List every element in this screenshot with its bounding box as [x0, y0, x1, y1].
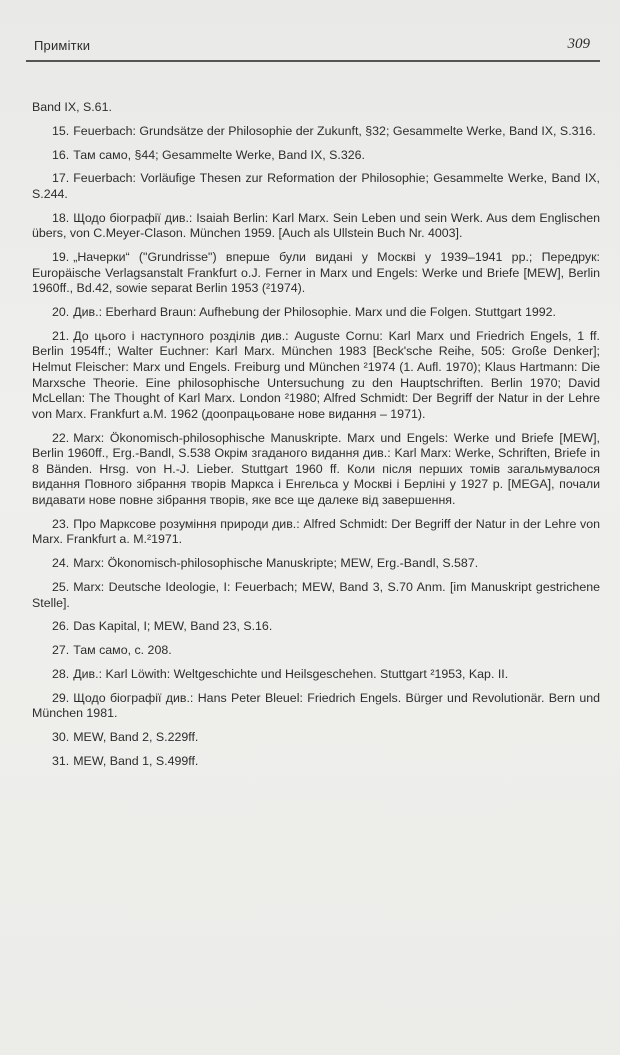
note-text: До цього і наступного розділів див.: Auguste Cornu: Karl Marx und Friedrich Engels, 1 ff. Berlin 1954ff.; Walter Euchner: Karl Marx. München 1983 [Beck'sche Reihe, 505: Große Denker]; Helmut Fleischer: Marx und Engels. Freiburg und München ²1974 (1. Aufl. 1970); Klaus Hartmann: Die Marxsche Theorie. Eine philosophische Untersuchung zu den Hauptschriften. Berlin 1970; David McLellan: The Thought of Karl Marx. London ²1980; Alfred Schmidt: Der Begriff der Natur in der Lehre von Marx. Frankfurt a.M. 1962 (доопрацьоване нове видання – 1971).: [32, 328, 600, 421]
note-number: 16.: [52, 147, 70, 162]
endnote: [32, 211, 600, 242]
note-number: 31.: [52, 753, 70, 768]
note-text: MEW, Band 2, S.229ff.: [73, 730, 199, 744]
endnote: [32, 250, 600, 297]
note-text: Див.: Eberhard Braun: Aufhebung der Philosophie. Marx und die Folgen. Stuttgart 1992.: [73, 305, 556, 320]
note-text: Das Kapital, I; MEW, Band 23, S.16.: [73, 619, 273, 634]
endnotes-list: [32, 100, 600, 778]
running-header: [26, 32, 600, 62]
note-text: Про Марксове розуміння природи див.: Alfred Schmidt: Der Begriff der Natur in der Lehre von Marx. Frankfurt a. M.²1971.: [32, 516, 600, 547]
note-number: 18.: [52, 210, 70, 225]
note-number: 17.: [52, 171, 70, 186]
note-text: Див.: Karl Löwith: Weltgeschichte und Heilsgeschehen. Stuttgart ²1953, Kap. II.: [73, 666, 509, 681]
endnote: [32, 556, 600, 572]
note-text: Marx: Ökonomisch-philosophische Manuskripte. Marx und Engels: Werke und Briefe [MEW], Berlin 1960ff., Erg.-Bandl, S.538 Окрім згаданого видання див.: Karl Marx: Werke, Schriften, Briefe in 8 Bänden. Hrsg. von H.-J. Lieber. Stuttgart 1960 ff. Коли після перших томів загальмувалося видання Повного зібрання творів Маркса і Енгельса у Москві і Берліні у 1927 р. [MEGA], почали видавати нове повне зібрання творів, яке все ще далеке від завершення.: [32, 430, 600, 507]
endnote: [32, 305, 600, 321]
note-number: 29.: [52, 690, 70, 705]
note-text: MEW, Band 1, S.499ff.: [73, 753, 199, 768]
note-number: 20.: [52, 305, 70, 320]
endnote: [32, 643, 600, 659]
endnote: [32, 730, 600, 746]
endnote: [32, 431, 600, 509]
note-text: „Начерки“ ("Grundrisse") вперше були видані у Москві у 1939–1941 рр.; Передрук: Europäische Verlagsanstalt Frankfurt o.J. Ferner in Marx und Engels: Werke und Briefe [MEW], Berlin 1960ff., Bd.42, sowie separat Berlin 1953 (²1974).: [32, 250, 600, 296]
endnote: [32, 124, 600, 140]
note-number: 30.: [52, 730, 70, 744]
section-title: Примітки: [34, 38, 91, 53]
note-text: Там само, §44; Gesammelte Werke, Band IX, S.326.: [73, 147, 365, 162]
note-number: 27.: [52, 643, 70, 658]
endnote: [32, 754, 600, 770]
note-text: Feuerbach: Grundsätze der Philosophie der Zukunft, §32; Gesammelte Werke, Band IX, S.316.: [73, 123, 596, 138]
note-number: 22.: [52, 430, 70, 445]
endnote: [32, 329, 600, 423]
note-text: Щодо біографії див.: Isaiah Berlin: Karl Marx. Sein Leben und sein Werk. Aus dem Englischen übers, von C.Meyer-Clason. München 1959. [Auch als Ullstein Buch Nr. 4003].: [32, 210, 600, 241]
note-text: Feuerbach: Vorläufige Thesen zur Reformation der Philosophie; Gesammelte Werke, Band IX, S.244.: [32, 171, 600, 201]
endnote: [32, 148, 600, 164]
note-number: 15.: [52, 123, 70, 138]
note-number: 26.: [52, 619, 70, 634]
note-text: Щодо біографії див.: Hans Peter Bleuel: Friedrich Engels. Bürger und Revolutionär. Bern und München 1981.: [32, 690, 600, 721]
endnote: [32, 619, 600, 635]
endnote: [32, 691, 600, 722]
note-number: 23.: [52, 516, 70, 531]
page-number: 309: [567, 36, 590, 52]
endnote: [32, 100, 600, 116]
note-text: Marx: Ökonomisch-philosophische Manuskripte; MEW, Erg.-Bandl, S.587.: [73, 556, 479, 571]
note-number: 25.: [52, 579, 70, 594]
note-text: Band IX, S.61.: [32, 100, 112, 114]
note-number: 24.: [52, 556, 70, 571]
endnote: [32, 171, 600, 202]
endnote: [32, 580, 600, 611]
note-number: 21.: [52, 328, 70, 343]
note-text: Там само, с. 208.: [73, 643, 172, 658]
endnote: [32, 667, 600, 683]
note-text: Marx: Deutsche Ideologie, I: Feuerbach; MEW, Band 3, S.70 Anm. [im Manuskript gestrichene Stelle].: [32, 579, 600, 610]
endnote: [32, 517, 600, 548]
note-number: 28.: [52, 666, 70, 681]
note-number: 19.: [52, 250, 70, 265]
